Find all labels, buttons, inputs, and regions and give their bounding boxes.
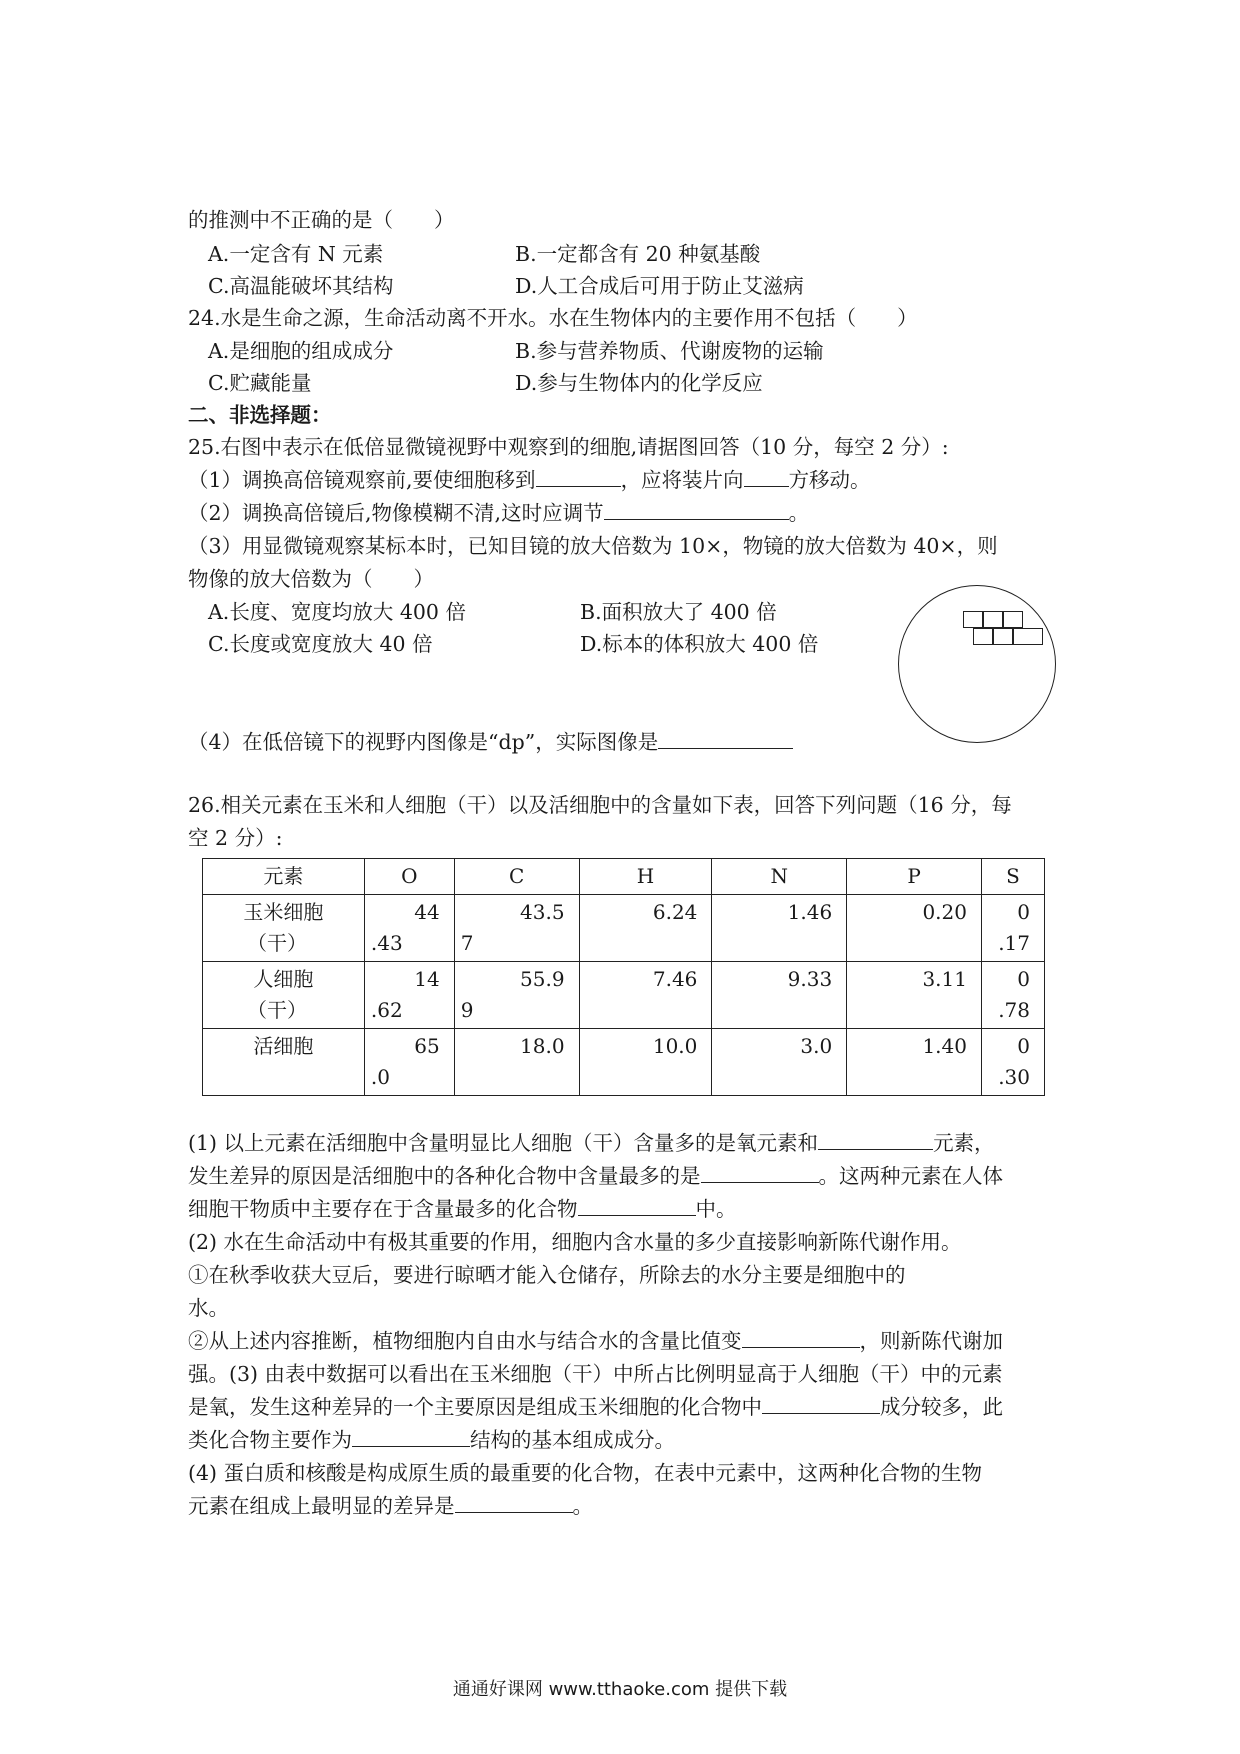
table-cell: 0 .17 (981, 895, 1044, 962)
q26-part2-line2: ①在秋季收获大豆后，要进行晾晒才能入仓储存，所除去的水分主要是细胞中的 (188, 1263, 906, 1287)
q25-part2-text-a: （2）调换高倍镜后,物像模糊不清,这时应调节 (188, 501, 604, 525)
q25-part4-text: （4）在低倍镜下的视野内图像是“dp”，实际图像是 (188, 730, 659, 754)
q26-blank-1[interactable] (818, 1131, 933, 1150)
q25-blank-4[interactable] (658, 730, 793, 749)
table-cell: 0 .78 (981, 962, 1044, 1029)
q26-part4-line1: (4) 蛋白质和核酸是构成原生质的最重要的化合物，在表中元素中，这两种化合物的生物 (188, 1461, 983, 1485)
q23-option-c: C.高温能破坏其结构 (208, 274, 394, 298)
q24-stem: 24.水是生命之源，生命活动离不开水。水在生物体内的主要作用不包括（ ） (188, 306, 918, 330)
q26-blank-4[interactable] (742, 1329, 860, 1348)
q26-text: 元素在组成上最明显的差异是 (188, 1494, 455, 1518)
table-cell: 0 .30 (981, 1029, 1044, 1096)
figure-cell (983, 611, 1003, 628)
q26-part1-line1 (188, 1131, 995, 1155)
element-content-table (202, 858, 1045, 1096)
q26-part1-line3 (188, 1197, 737, 1221)
q24-option-a: A.是细胞的组成成分 (208, 339, 394, 363)
table-row (203, 895, 1045, 962)
table-cell: 3.0 (712, 1029, 847, 1096)
q25-blank-3[interactable] (604, 501, 789, 520)
table-cell: 43.5 7 (454, 895, 579, 962)
q26-blank-6[interactable] (352, 1428, 470, 1447)
table-cell: 1.40 (847, 1029, 982, 1096)
q23-option-b: B.一定都含有 20 种氨基酸 (515, 242, 761, 266)
q25-option-c: C.长度或宽度放大 40 倍 (208, 632, 433, 656)
table-row-label: 人细胞 （干） (203, 962, 365, 1029)
q24-option-c: C.贮藏能量 (208, 371, 312, 395)
table-header-cell: 元素 (203, 859, 365, 895)
table-cell: 14 .62 (364, 962, 454, 1029)
q23-option-d: D.人工合成后可用于防止艾滋病 (515, 274, 804, 298)
q24-option-b: B.参与营养物质、代谢废物的运输 (515, 339, 824, 363)
q26-part4-line2 (188, 1494, 593, 1518)
page-footer: 通通好课网 www.tthaoke.com 提供下载 (452, 1679, 788, 1700)
q26-stem-line1: 26.相关元素在玉米和人细胞（干）以及活细胞中的含量如下表，回答下列问题（16 分，每 (188, 793, 1012, 817)
q26-text: 是氧，发生这种差异的一个主要原因是组成玉米细胞的化合物中 (188, 1395, 762, 1419)
table-header-cell: S (981, 859, 1044, 895)
q26-text: 发生差异的原因是活细胞中的各种化合物中含量最多的是 (188, 1164, 701, 1188)
table-header-cell: N (712, 859, 847, 895)
q26-text: 中。 (695, 1197, 737, 1221)
q26-part3-line3 (188, 1428, 675, 1452)
figure-cell (993, 628, 1013, 645)
section-title: 二、非选择题： (188, 403, 332, 427)
q25-stem: 25.右图中表示在低倍显微镜视野中观察到的细胞,请据图回答（10 分，每空 2 分）: (188, 435, 949, 459)
table-cell: 9.33 (712, 962, 847, 1029)
q26-text: ②从上述内容推断，植物细胞内自由水与结合水的含量比值变 (188, 1329, 742, 1353)
q25-blank-2[interactable] (744, 468, 789, 487)
q25-part1-text-b: ，应将装片向 (620, 468, 744, 492)
q26-part1-line2 (188, 1164, 1003, 1188)
q25-part1 (188, 468, 871, 492)
q26-part2-line3: 水。 (188, 1296, 229, 1320)
q26-text: 成分较多，此 (880, 1395, 1003, 1419)
table-header-cell: P (847, 859, 982, 895)
table-header-cell: O (364, 859, 454, 895)
figure-cell (973, 628, 993, 645)
q26-text: 类化合物主要作为 (188, 1428, 352, 1452)
table-cell: 44 .43 (364, 895, 454, 962)
q26-part2-line1: (2) 水在生命活动中有极其重要的作用，细胞内含水量的多少直接影响新陈代谢作用。 (188, 1230, 962, 1254)
q26-stem-line2: 空 2 分）: (188, 826, 283, 850)
q25-option-b: B.面积放大了 400 倍 (580, 600, 777, 624)
table-row (203, 962, 1045, 1029)
q26-text: 元素， (933, 1131, 995, 1155)
q25-part2-text-b: 。 (788, 501, 810, 525)
q26-text: 。这两种元素在人体 (818, 1164, 1003, 1188)
table-row (203, 1029, 1045, 1096)
q26-text: 细胞干物质中主要存在于含量最多的化合物 (188, 1197, 578, 1221)
q25-part1-text-a: （1）调换高倍镜观察前,要使细胞移到 (188, 468, 536, 492)
table-cell: 7.46 (579, 962, 712, 1029)
table-cell: 6.24 (579, 895, 712, 962)
q26-part2-line4 (188, 1329, 1003, 1353)
q26-text: 结构的基本组成成分。 (470, 1428, 675, 1452)
figure-cell (1003, 611, 1023, 628)
q25-part2 (188, 501, 809, 525)
q25-blank-1[interactable] (536, 468, 621, 487)
q26-text: (1) 以上元素在活细胞中含量明显比人细胞（干）含量多的是氧元素和 (188, 1131, 819, 1155)
q25-part4 (188, 730, 793, 754)
figure-cell (963, 611, 983, 628)
table-cell: 65 .0 (364, 1029, 454, 1096)
q24-option-d: D.参与生物体内的化学反应 (515, 371, 763, 395)
figure-cell (1013, 628, 1043, 645)
q26-text: ，则新陈代谢加 (859, 1329, 1003, 1353)
table-cell: 1.46 (712, 895, 847, 962)
table-cell: 55.9 9 (454, 962, 579, 1029)
q25-option-d: D.标本的体积放大 400 倍 (580, 632, 819, 656)
table-row-label: 玉米细胞 （干） (203, 895, 365, 962)
microscope-field-figure (898, 585, 1056, 743)
q23-stem-tail: 的推测中不正确的是（ ） (188, 208, 455, 232)
q26-part3-line2 (188, 1395, 1003, 1419)
q25-part1-text-c: 方移动。 (788, 468, 871, 492)
table-cell: 18.0 (454, 1029, 579, 1096)
table-header-cell: C (454, 859, 579, 895)
q26-blank-7[interactable] (455, 1494, 573, 1513)
q25-option-a: A.长度、宽度均放大 400 倍 (208, 600, 466, 624)
q25-part3-line1: （3）用显微镜观察某标本时，已知目镜的放大倍数为 10×，物镜的放大倍数为 40×，则 (188, 534, 998, 558)
q26-blank-3[interactable] (578, 1197, 696, 1216)
table-row-label: 活细胞 (203, 1029, 365, 1096)
table-header-cell: H (579, 859, 712, 895)
q26-blank-2[interactable] (701, 1164, 819, 1183)
q23-option-a: A.一定含有 N 元素 (208, 242, 384, 266)
table-cell: 0.20 (847, 895, 982, 962)
table-cell: 3.11 (847, 962, 982, 1029)
q26-text: 。 (572, 1494, 593, 1518)
q26-blank-5[interactable] (762, 1395, 880, 1414)
table-cell: 10.0 (579, 1029, 712, 1096)
table-header-row (203, 859, 1045, 895)
q25-part3-line2: 物像的放大倍数为（ ） (188, 567, 434, 591)
q26-part3-line1: 强。(3) 由表中数据可以看出在玉米细胞（干）中所占比例明显高于人细胞（干）中的元素 (188, 1362, 1003, 1386)
